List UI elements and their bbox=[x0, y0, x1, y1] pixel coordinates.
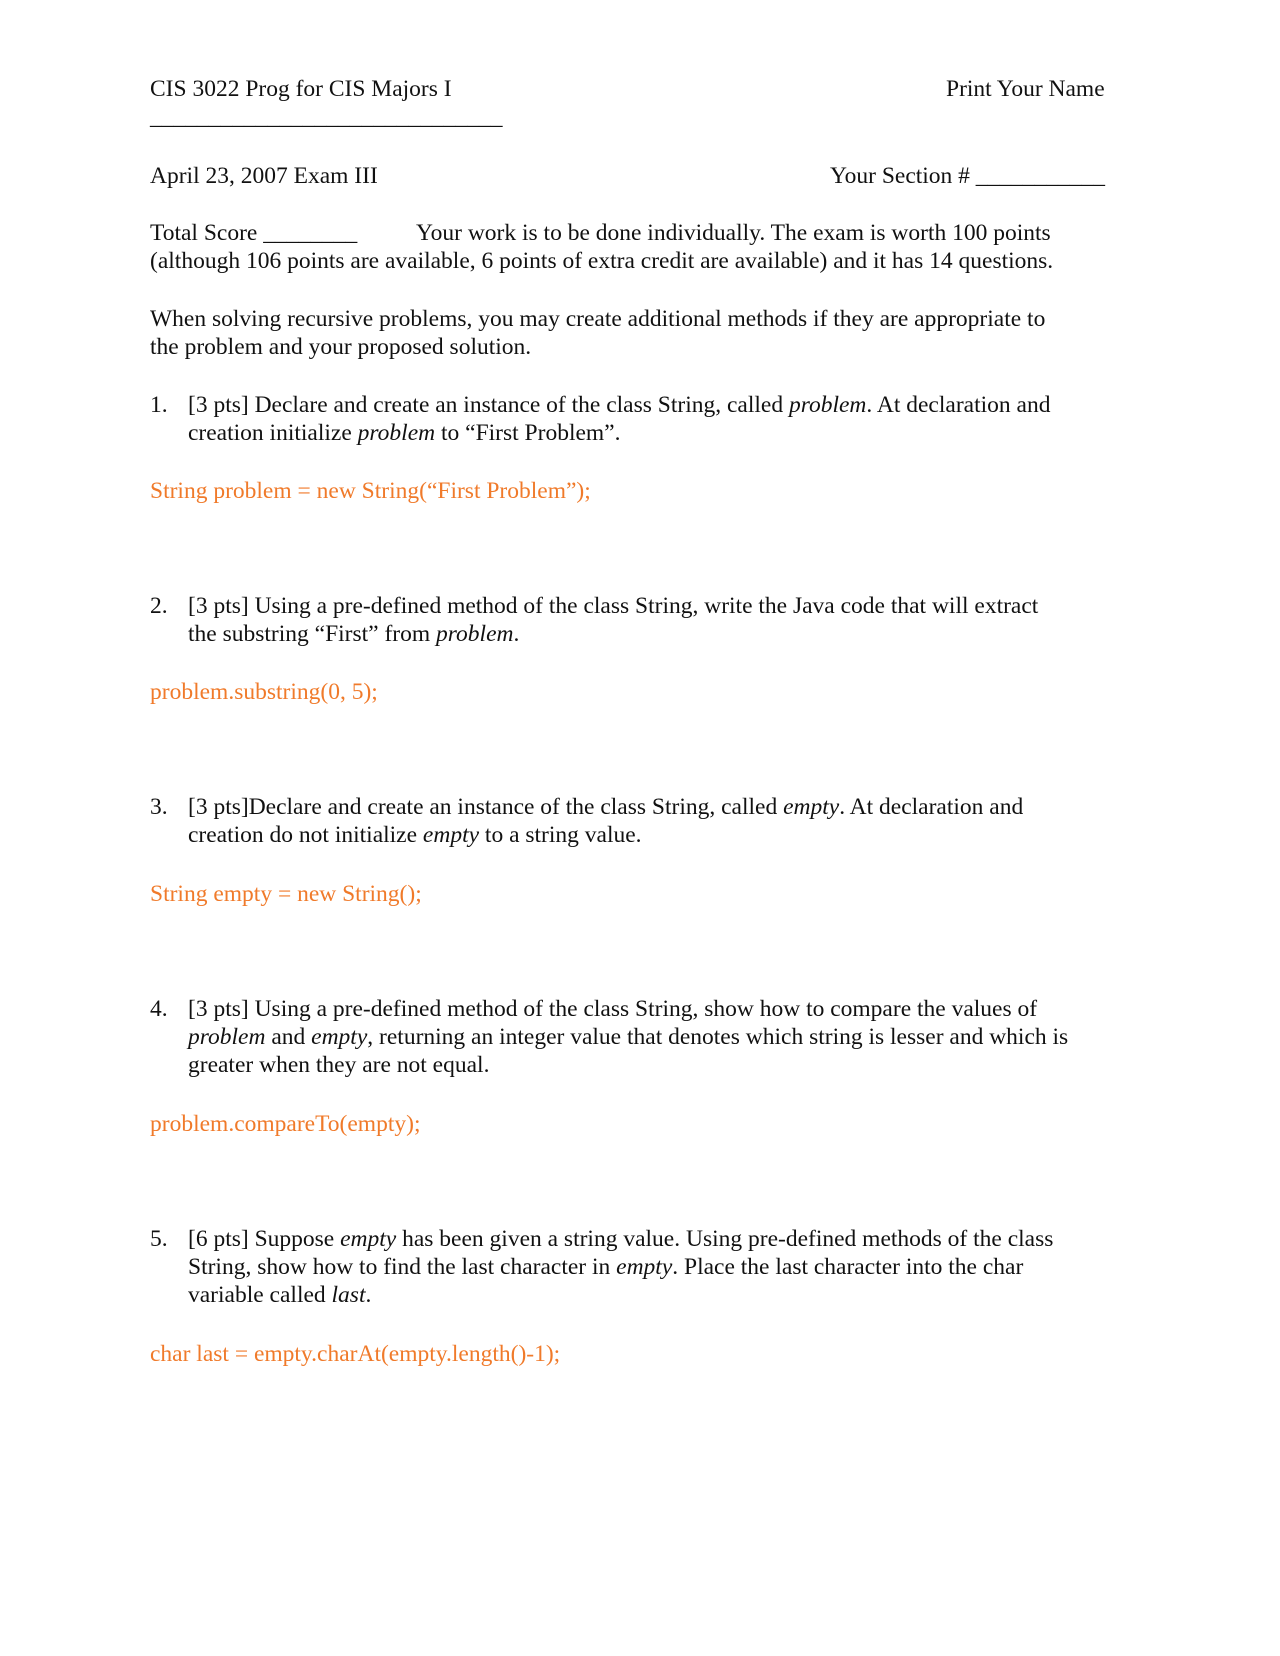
section-field: Your Section # ___________ bbox=[830, 163, 1106, 189]
italic-term: empty bbox=[311, 1024, 368, 1050]
question-4-text: [3 pts] Using a pre-defined method of the class String, show how to compare the values of bbox=[188, 996, 1038, 1022]
text: String, show how to find the last character in bbox=[188, 1254, 617, 1280]
intro-line-1: Your work is to be done individually. The exam is worth 100 points bbox=[416, 220, 1051, 246]
question-4-text-2 bbox=[188, 1023, 1068, 1051]
italic-term: empty bbox=[616, 1254, 673, 1280]
text: [6 pts] Suppose bbox=[188, 1226, 341, 1252]
text: has been given a string value. Using pre-defined methods of the class bbox=[396, 1226, 1054, 1252]
answer-4: problem.compareTo(empty); bbox=[150, 1111, 421, 1137]
question-5-text bbox=[188, 1225, 1053, 1253]
text: the substring “First” from bbox=[188, 621, 437, 647]
text: . At declaration and bbox=[866, 392, 1051, 418]
question-4-text-3: greater when they are not equal. bbox=[188, 1052, 490, 1078]
question-1-text-2 bbox=[188, 419, 620, 447]
answer-3: String empty = new String(); bbox=[150, 881, 422, 907]
italic-term: empty bbox=[422, 822, 480, 848]
course-title: CIS 3022 Prog for CIS Majors I bbox=[150, 76, 452, 102]
italic-term: problem bbox=[436, 621, 514, 647]
text: . At declaration and bbox=[839, 794, 1024, 820]
name-line: ______________________________ bbox=[150, 104, 503, 130]
text: . bbox=[365, 1282, 372, 1308]
italic-term: problem bbox=[188, 1024, 266, 1050]
question-5-text-3 bbox=[188, 1281, 371, 1309]
text: [3 pts]Declare and create an instance of the class String, called bbox=[188, 794, 784, 820]
question-2-text: [3 pts] Using a pre-defined method of the class String, write the Java code that will extract bbox=[188, 593, 1039, 619]
question-3-text-2 bbox=[188, 821, 642, 849]
text: creation initialize bbox=[188, 420, 358, 446]
text: . Place the last character into the char bbox=[672, 1254, 1024, 1280]
text: [3 pts] Declare and create an instance of the class String, called bbox=[188, 392, 789, 418]
answer-2: problem.substring(0, 5); bbox=[150, 679, 378, 705]
intro-line-2: (although 106 points are available, 6 points of extra credit are available) and it has 14 questions. bbox=[150, 248, 1054, 274]
text: to a string value. bbox=[479, 822, 642, 848]
question-2-text-2 bbox=[188, 620, 519, 648]
text: to “First Problem”. bbox=[435, 420, 621, 446]
italic-term: last bbox=[331, 1282, 366, 1308]
italic-term: problem bbox=[788, 392, 867, 418]
recursive-note-2: the problem and your proposed solution. bbox=[150, 334, 532, 360]
total-score: Total Score ________ bbox=[150, 220, 358, 246]
italic-term: empty bbox=[340, 1226, 397, 1252]
question-number: 4. bbox=[150, 996, 168, 1022]
answer-5: char last = empty.charAt(empty.length()-1); bbox=[150, 1341, 561, 1367]
text: , returning an integer value that denotes which string is lesser and which is bbox=[367, 1024, 1069, 1050]
text: . bbox=[513, 621, 520, 647]
answer-1: String problem = new String(“First Problem”); bbox=[150, 478, 591, 504]
question-1-text bbox=[188, 391, 1050, 419]
text: creation do not initialize bbox=[188, 822, 423, 848]
question-number: 5. bbox=[150, 1226, 168, 1252]
print-name-label: Print Your Name bbox=[946, 76, 1105, 102]
exam-date: April 23, 2007 Exam III bbox=[150, 163, 378, 189]
question-number: 3. bbox=[150, 794, 168, 820]
question-5-text-2 bbox=[188, 1253, 1023, 1281]
text: and bbox=[265, 1024, 312, 1050]
recursive-note-1: When solving recursive problems, you may create additional methods if they are appropriate to bbox=[150, 306, 1046, 332]
text: variable called bbox=[188, 1282, 332, 1308]
question-number: 2. bbox=[150, 593, 168, 619]
italic-term: empty bbox=[783, 794, 840, 820]
italic-term: problem bbox=[357, 420, 436, 446]
question-number: 1. bbox=[150, 392, 168, 418]
question-3-text bbox=[188, 793, 1023, 821]
